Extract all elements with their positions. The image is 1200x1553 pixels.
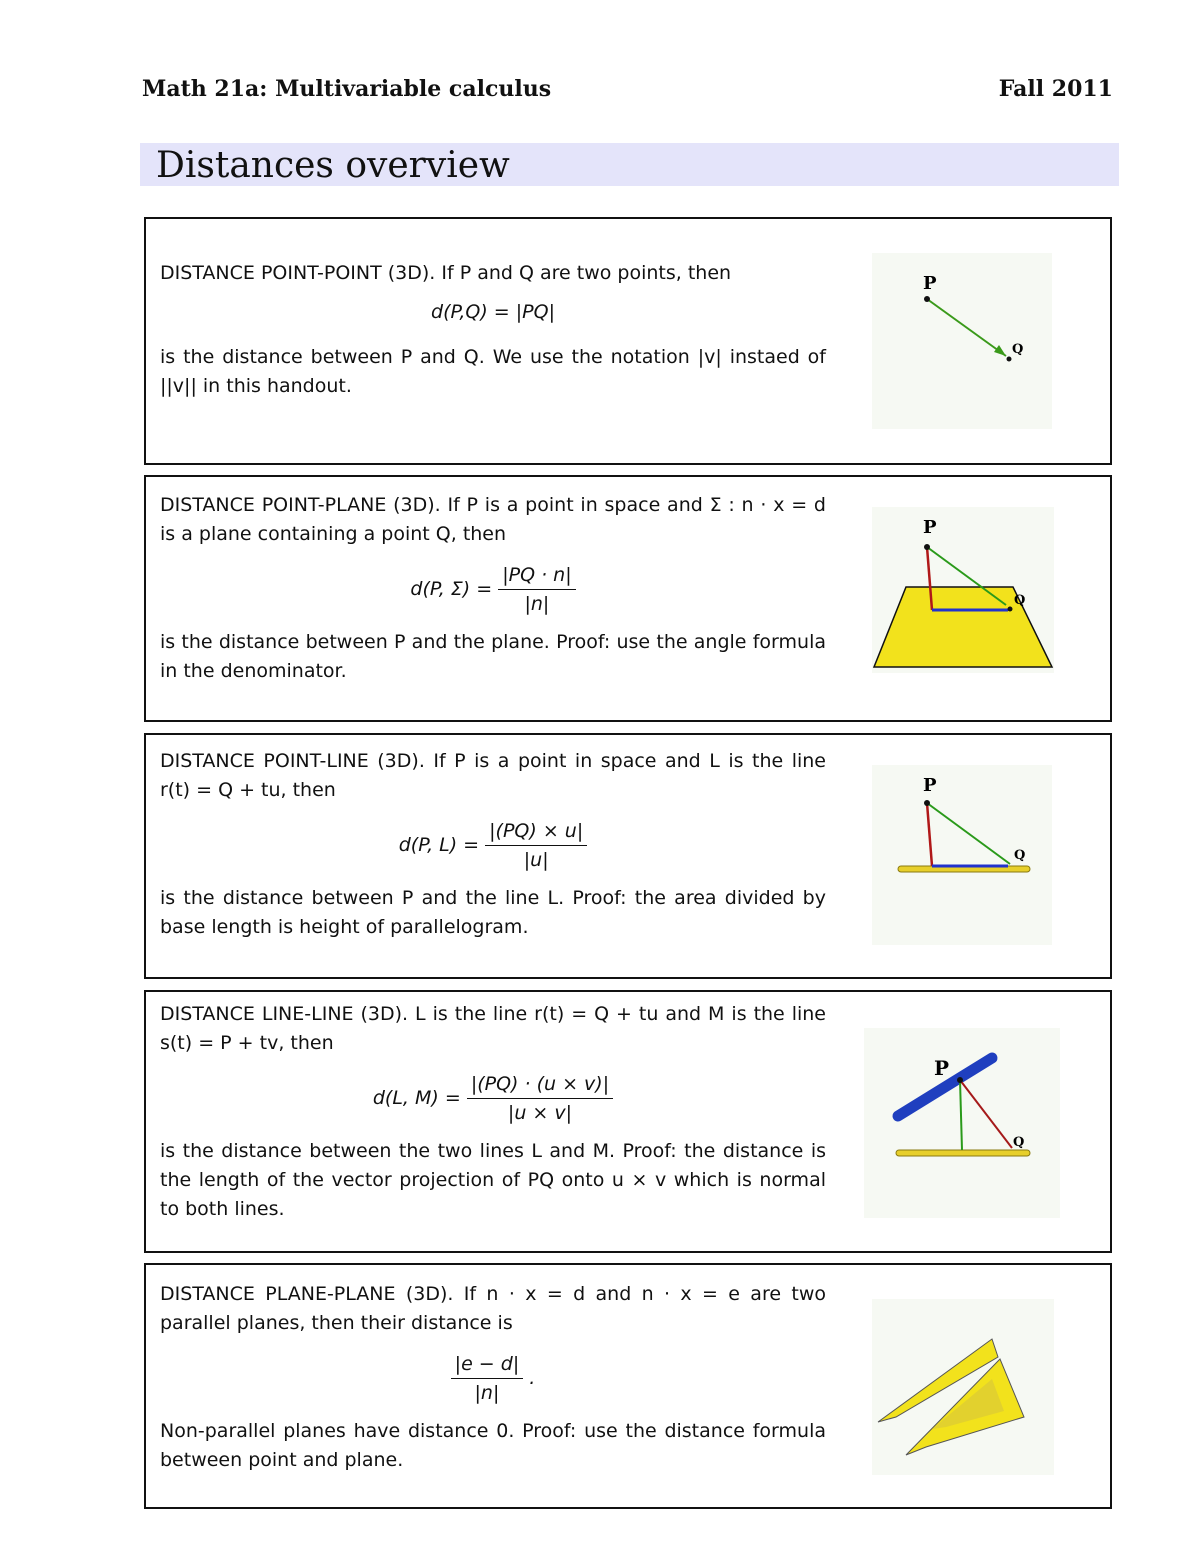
formula-numerator: |(PQ) · (u × v)|	[467, 1070, 613, 1099]
figure-point-point	[872, 253, 1052, 429]
section-formula	[160, 561, 826, 618]
formula-denominator: |u|	[523, 849, 549, 871]
fig-label-q: Q	[1013, 1135, 1025, 1150]
section-explanation: is the distance between P and Q. We use the notation |v| instaed of ||v|| in this handout.	[160, 346, 826, 397]
fig-label-q: Q	[1012, 342, 1024, 357]
section-point-point	[144, 217, 1112, 465]
figure-plane-plane	[872, 1299, 1054, 1475]
fig-label-q: Q	[1014, 848, 1026, 863]
formula-numerator: |PQ · n|	[498, 561, 575, 590]
figure-point-line	[872, 765, 1052, 945]
fig-label-p: P	[923, 517, 937, 538]
course-title: Math 21a: Multivariable calculus	[142, 76, 552, 102]
section-text	[160, 1280, 826, 1475]
section-explanation: is the distance between P and the plane. Proof: use the angle formula in the denominator.	[160, 631, 826, 682]
formula-numerator: |(PQ) × u|	[485, 817, 587, 846]
section-lead: DISTANCE POINT-LINE (3D). If P is a point in space and L is the line r(t) = Q + tu, then	[160, 750, 826, 801]
formula-period: .	[529, 1367, 536, 1389]
formula-denominator: |u × v|	[507, 1102, 573, 1124]
section-line-line	[144, 990, 1112, 1253]
section-text	[160, 1000, 826, 1224]
fig-label-p: P	[934, 1056, 950, 1080]
page-title: Distances overview	[156, 145, 510, 186]
section-explanation: Non-parallel planes have distance 0. Proof: use the distance formula between point and plane.	[160, 1420, 826, 1471]
formula-lhs: d(L, M) =	[372, 1087, 461, 1109]
formula-fraction	[467, 1070, 613, 1127]
section-lead: DISTANCE PLANE-PLANE (3D). If n · x = d and n · x = e are two parallel planes, then their distance is	[160, 1283, 826, 1334]
formula-fraction	[451, 1350, 524, 1407]
section-text	[160, 747, 826, 942]
section-plane-plane	[144, 1263, 1112, 1509]
fig-label-p: P	[923, 273, 937, 294]
section-formula	[160, 817, 826, 874]
fig-label-p: P	[923, 775, 937, 796]
section-explanation: is the distance between the two lines L and M. Proof: the distance is the length of the vector projection of PQ onto u × v which is normal to both lines.	[160, 1140, 826, 1220]
section-text	[160, 491, 826, 686]
fig-label-q: Q	[1014, 593, 1026, 608]
section-lead: DISTANCE POINT-POINT (3D). If P and Q are two points, then	[160, 262, 732, 284]
formula-denominator: |n|	[474, 1382, 500, 1404]
section-formula	[160, 1350, 826, 1407]
section-explanation: is the distance between P and the line L. Proof: the area divided by base length is height of parallelogram.	[160, 887, 826, 938]
formula-numerator: |e − d|	[451, 1350, 524, 1379]
section-text	[160, 259, 826, 401]
formula-fraction	[498, 561, 575, 618]
section-formula: d(P,Q) = |PQ|	[431, 301, 555, 323]
figure-point-plane	[872, 507, 1054, 673]
section-point-line	[144, 733, 1112, 979]
section-lead: DISTANCE POINT-PLANE (3D). If P is a point in space and Σ : n · x = d is a plane containing a point Q, then	[160, 494, 826, 545]
section-formula	[160, 1070, 826, 1127]
section-point-plane	[144, 475, 1112, 722]
formula-lhs: d(P, Σ) =	[410, 578, 493, 600]
section-lead: DISTANCE LINE-LINE (3D). L is the line r(t) = Q + tu and M is the line s(t) = P + tv, then	[160, 1003, 826, 1054]
title-banner	[140, 143, 1119, 186]
formula-fraction	[485, 817, 587, 874]
term-label: Fall 2011	[998, 76, 1113, 102]
formula-denominator: |n|	[524, 593, 550, 615]
figure-line-line	[864, 1028, 1060, 1218]
formula-lhs: d(P, L) =	[398, 834, 480, 856]
